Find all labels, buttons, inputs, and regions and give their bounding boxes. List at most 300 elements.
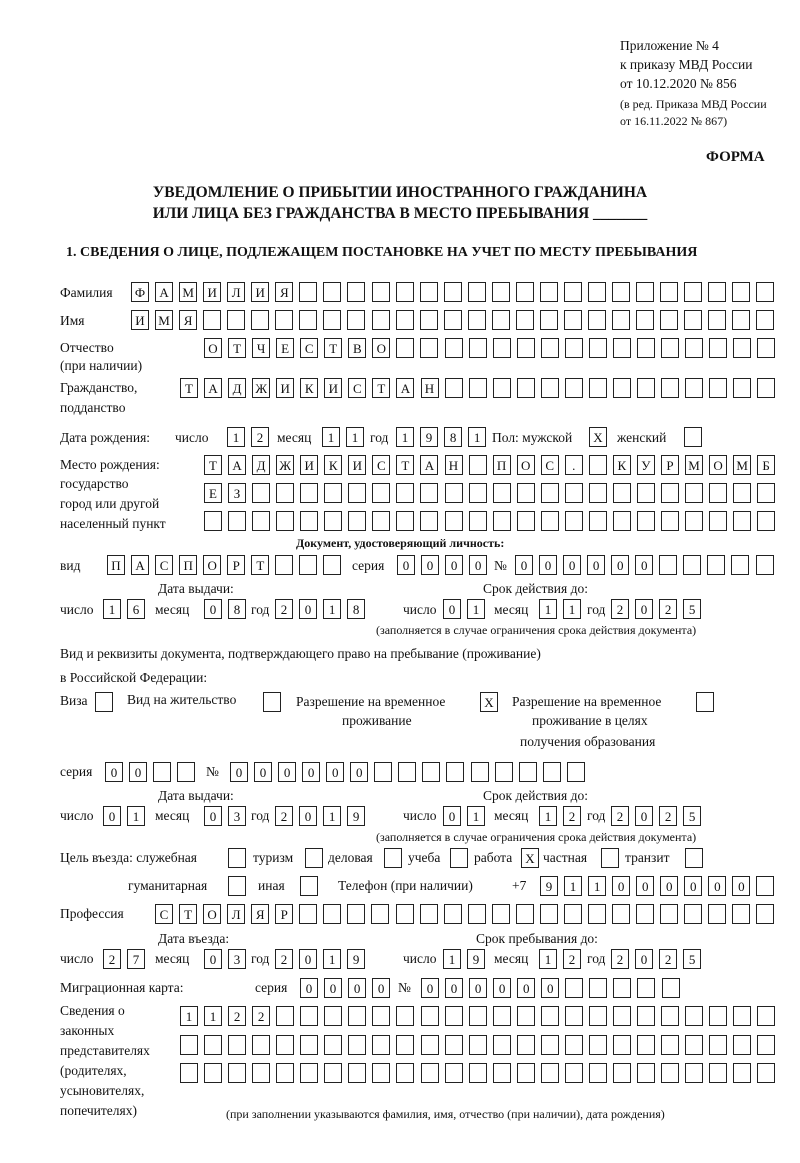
representatives-field-2-cell[interactable]: [324, 1035, 342, 1055]
patronymic-field-cell[interactable]: Ч: [252, 338, 270, 358]
id-issue-year-cell[interactable]: 8: [347, 599, 365, 619]
representatives-field-2-cell[interactable]: [396, 1035, 414, 1055]
id-valid-year-cell[interactable]: 0: [635, 599, 653, 619]
id-series-field-cell[interactable]: 0: [421, 555, 439, 575]
birth-place-field-2-cell[interactable]: [661, 483, 679, 503]
profession-field-cell[interactable]: [371, 904, 389, 924]
citizenship-field-cell[interactable]: [709, 378, 727, 398]
right-doc-number-field-cell[interactable]: 0: [326, 762, 344, 782]
birth-place-field-1-cell[interactable]: С: [372, 455, 390, 475]
migration-card-number-cell[interactable]: [589, 978, 607, 998]
id-valid-day-cell[interactable]: 0: [443, 599, 461, 619]
profession-field-cell[interactable]: [660, 904, 678, 924]
birth-place-field-1-cell[interactable]: Б: [757, 455, 775, 475]
birth-place-field-1-cell[interactable]: [589, 455, 607, 475]
migration-card-number-cell[interactable]: [613, 978, 631, 998]
right-doc-number-field-cell[interactable]: [374, 762, 392, 782]
surname-field-cell[interactable]: [468, 282, 486, 302]
representatives-field-2-cell[interactable]: [541, 1035, 559, 1055]
birth-year-field-cell[interactable]: 1: [468, 427, 486, 447]
representatives-field-3-cell[interactable]: [685, 1063, 703, 1083]
right-doc-issue-year-cell[interactable]: 2: [275, 806, 293, 826]
citizenship-field-cell[interactable]: [661, 378, 679, 398]
name-field-cell[interactable]: [468, 310, 486, 330]
representatives-field-2-cell[interactable]: [421, 1035, 439, 1055]
birth-place-field-1-cell[interactable]: Т: [204, 455, 222, 475]
patronymic-field-cell[interactable]: [517, 338, 535, 358]
birth-place-field-1-cell[interactable]: М: [685, 455, 703, 475]
entry-day-cell[interactable]: 7: [127, 949, 145, 969]
citizenship-field-cell[interactable]: [613, 378, 631, 398]
patronymic-field-cell[interactable]: [396, 338, 414, 358]
representatives-field-3-cell[interactable]: [372, 1063, 390, 1083]
id-number-field-cell[interactable]: 0: [635, 555, 653, 575]
purpose-work-checkbox[interactable]: X: [521, 848, 539, 868]
surname-field-cell[interactable]: [612, 282, 630, 302]
representatives-field-1-cell[interactable]: [300, 1006, 318, 1026]
profession-field-cell[interactable]: Я: [251, 904, 269, 924]
id-number-field-cell[interactable]: 0: [563, 555, 581, 575]
phone-field-cell[interactable]: 1: [564, 876, 582, 896]
name-field-cell[interactable]: [636, 310, 654, 330]
birth-place-field-1-cell[interactable]: Д: [252, 455, 270, 475]
patronymic-field-cell[interactable]: [709, 338, 727, 358]
representatives-field-3-cell[interactable]: [445, 1063, 463, 1083]
profession-field-cell[interactable]: [396, 904, 414, 924]
surname-field-cell[interactable]: [636, 282, 654, 302]
citizenship-field-cell[interactable]: И: [276, 378, 294, 398]
surname-field-cell[interactable]: [347, 282, 365, 302]
birth-place-field-3-cell[interactable]: [709, 511, 727, 531]
representatives-field-2-cell[interactable]: [733, 1035, 751, 1055]
representatives-field-3-cell[interactable]: [324, 1063, 342, 1083]
profession-field-cell[interactable]: С: [155, 904, 173, 924]
representatives-field-3-cell[interactable]: [180, 1063, 198, 1083]
right-doc-number-field-cell[interactable]: [471, 762, 489, 782]
representatives-field-1-cell[interactable]: 1: [180, 1006, 198, 1026]
entry-month-cell[interactable]: 3: [228, 949, 246, 969]
residence-permit-checkbox[interactable]: [263, 692, 281, 712]
surname-field-cell[interactable]: А: [155, 282, 173, 302]
name-field-cell[interactable]: М: [155, 310, 173, 330]
citizenship-field-cell[interactable]: [565, 378, 583, 398]
birth-month-field-cell[interactable]: 1: [346, 427, 364, 447]
representatives-field-2-cell[interactable]: [348, 1035, 366, 1055]
birth-place-field-3-cell[interactable]: [396, 511, 414, 531]
representatives-field-2-cell[interactable]: [637, 1035, 655, 1055]
right-doc-number-field-cell[interactable]: 0: [302, 762, 320, 782]
right-doc-number-field-cell[interactable]: [519, 762, 537, 782]
citizenship-field-cell[interactable]: [757, 378, 775, 398]
sex-female-checkbox[interactable]: [684, 427, 702, 447]
right-doc-issue-year-cell[interactable]: 9: [347, 806, 365, 826]
surname-field-cell[interactable]: [708, 282, 726, 302]
birth-year-field-cell[interactable]: 8: [444, 427, 462, 447]
citizenship-field-cell[interactable]: [517, 378, 535, 398]
id-number-field-cell[interactable]: 0: [515, 555, 533, 575]
name-field-cell[interactable]: И: [131, 310, 149, 330]
birth-place-field-3-cell[interactable]: [661, 511, 679, 531]
migration-card-number-cell[interactable]: 0: [517, 978, 535, 998]
surname-field-cell[interactable]: [323, 282, 341, 302]
representatives-field-1-cell[interactable]: [396, 1006, 414, 1026]
birth-place-field-2-cell[interactable]: [565, 483, 583, 503]
profession-field-cell[interactable]: [708, 904, 726, 924]
id-number-field-cell[interactable]: 0: [611, 555, 629, 575]
id-kind-field-cell[interactable]: Р: [227, 555, 245, 575]
birth-place-field-3-cell[interactable]: [493, 511, 511, 531]
name-field-cell[interactable]: [516, 310, 534, 330]
profession-field-cell[interactable]: Л: [227, 904, 245, 924]
profession-field-cell[interactable]: [323, 904, 341, 924]
representatives-field-2-cell[interactable]: [228, 1035, 246, 1055]
purpose-other-checkbox[interactable]: [300, 876, 318, 896]
profession-field-cell[interactable]: [732, 904, 750, 924]
name-field-cell[interactable]: [492, 310, 510, 330]
id-kind-field-cell[interactable]: [275, 555, 293, 575]
representatives-field-3-cell[interactable]: [733, 1063, 751, 1083]
citizenship-field-cell[interactable]: А: [204, 378, 222, 398]
birth-place-field-2-cell[interactable]: Е: [204, 483, 222, 503]
birth-place-field-3-cell[interactable]: [685, 511, 703, 531]
id-issue-month-cell[interactable]: 0: [204, 599, 222, 619]
birth-place-field-2-cell[interactable]: [517, 483, 535, 503]
profession-field-cell[interactable]: [468, 904, 486, 924]
id-number-field-cell[interactable]: [731, 555, 749, 575]
temporary-residence-education-checkbox[interactable]: [696, 692, 714, 712]
birth-place-field-2-cell[interactable]: [469, 483, 487, 503]
birth-place-field-1-cell[interactable]: С: [541, 455, 559, 475]
entry-month-cell[interactable]: 0: [204, 949, 222, 969]
representatives-field-3-cell[interactable]: [396, 1063, 414, 1083]
representatives-field-1-cell[interactable]: [445, 1006, 463, 1026]
birth-place-field-3-cell[interactable]: [204, 511, 222, 531]
patronymic-field-cell[interactable]: [589, 338, 607, 358]
id-kind-field-cell[interactable]: П: [107, 555, 125, 575]
purpose-official-checkbox[interactable]: [228, 848, 246, 868]
right-doc-number-field-cell[interactable]: 0: [230, 762, 248, 782]
profession-field-cell[interactable]: Р: [275, 904, 293, 924]
surname-field-cell[interactable]: [588, 282, 606, 302]
id-issue-year-cell[interactable]: 2: [275, 599, 293, 619]
right-doc-valid-month-cell[interactable]: 2: [563, 806, 581, 826]
representatives-field-1-cell[interactable]: [276, 1006, 294, 1026]
representatives-field-3-cell[interactable]: [613, 1063, 631, 1083]
surname-field-cell[interactable]: [492, 282, 510, 302]
birth-place-field-3-cell[interactable]: [324, 511, 342, 531]
stay-day-cell[interactable]: 9: [467, 949, 485, 969]
representatives-field-1-cell[interactable]: [733, 1006, 751, 1026]
purpose-tourism-checkbox[interactable]: [305, 848, 323, 868]
right-doc-issue-month-cell[interactable]: 0: [204, 806, 222, 826]
birth-place-field-1-cell[interactable]: У: [637, 455, 655, 475]
migration-card-series-cell[interactable]: 0: [372, 978, 390, 998]
stay-year-cell[interactable]: 5: [683, 949, 701, 969]
birth-year-field-cell[interactable]: 1: [396, 427, 414, 447]
citizenship-field-cell[interactable]: [493, 378, 511, 398]
sex-male-checkbox[interactable]: X: [589, 427, 607, 447]
phone-field-cell[interactable]: 0: [660, 876, 678, 896]
representatives-field-1-cell[interactable]: [469, 1006, 487, 1026]
right-doc-number-field-cell[interactable]: [567, 762, 585, 782]
representatives-field-1-cell[interactable]: [589, 1006, 607, 1026]
name-field-cell[interactable]: [756, 310, 774, 330]
name-field-cell[interactable]: [372, 310, 390, 330]
birth-place-field-1-cell[interactable]: О: [517, 455, 535, 475]
representatives-field-3-cell[interactable]: [300, 1063, 318, 1083]
id-kind-field-cell[interactable]: Т: [251, 555, 269, 575]
representatives-field-2-cell[interactable]: [517, 1035, 535, 1055]
entry-year-cell[interactable]: 9: [347, 949, 365, 969]
migration-card-number-cell[interactable]: [637, 978, 655, 998]
phone-field-cell[interactable]: 1: [588, 876, 606, 896]
representatives-field-1-cell[interactable]: [493, 1006, 511, 1026]
right-doc-valid-month-cell[interactable]: 1: [539, 806, 557, 826]
birth-place-field-2-cell[interactable]: [300, 483, 318, 503]
birth-place-field-1-cell[interactable]: П: [493, 455, 511, 475]
birth-place-field-3-cell[interactable]: [517, 511, 535, 531]
citizenship-field-cell[interactable]: [445, 378, 463, 398]
representatives-field-1-cell[interactable]: [517, 1006, 535, 1026]
purpose-humanitarian-checkbox[interactable]: [228, 876, 246, 896]
citizenship-field-cell[interactable]: [733, 378, 751, 398]
birth-place-field-1-cell[interactable]: К: [613, 455, 631, 475]
surname-field-cell[interactable]: [660, 282, 678, 302]
id-valid-month-cell[interactable]: 1: [539, 599, 557, 619]
right-doc-valid-day-cell[interactable]: 1: [467, 806, 485, 826]
id-issue-year-cell[interactable]: 1: [323, 599, 341, 619]
birth-place-field-3-cell[interactable]: [565, 511, 583, 531]
profession-field-cell[interactable]: [347, 904, 365, 924]
phone-field-cell[interactable]: 0: [684, 876, 702, 896]
surname-field-cell[interactable]: [299, 282, 317, 302]
birth-place-field-1-cell[interactable]: О: [709, 455, 727, 475]
name-field-cell[interactable]: [540, 310, 558, 330]
name-field-cell[interactable]: [299, 310, 317, 330]
patronymic-field-cell[interactable]: С: [300, 338, 318, 358]
profession-field-cell[interactable]: [588, 904, 606, 924]
representatives-field-3-cell[interactable]: [348, 1063, 366, 1083]
birth-place-field-2-cell[interactable]: [372, 483, 390, 503]
surname-field-cell[interactable]: [396, 282, 414, 302]
representatives-field-3-cell[interactable]: [204, 1063, 222, 1083]
migration-card-series-cell[interactable]: 0: [300, 978, 318, 998]
profession-field-cell[interactable]: [420, 904, 438, 924]
stay-year-cell[interactable]: 2: [611, 949, 629, 969]
name-field-cell[interactable]: Я: [179, 310, 197, 330]
temporary-residence-checkbox[interactable]: X: [480, 692, 498, 712]
profession-field-cell[interactable]: О: [203, 904, 221, 924]
birth-place-field-3-cell[interactable]: [372, 511, 390, 531]
citizenship-field-cell[interactable]: [637, 378, 655, 398]
representatives-field-2-cell[interactable]: [204, 1035, 222, 1055]
entry-year-cell[interactable]: 2: [275, 949, 293, 969]
patronymic-field-cell[interactable]: [613, 338, 631, 358]
surname-field-cell[interactable]: Ф: [131, 282, 149, 302]
representatives-field-2-cell[interactable]: [469, 1035, 487, 1055]
birth-place-field-3-cell[interactable]: [420, 511, 438, 531]
purpose-private-checkbox[interactable]: [601, 848, 619, 868]
purpose-transit-checkbox[interactable]: [685, 848, 703, 868]
surname-field-cell[interactable]: И: [251, 282, 269, 302]
profession-field-cell[interactable]: [636, 904, 654, 924]
name-field-cell[interactable]: [203, 310, 221, 330]
phone-field-cell[interactable]: 0: [636, 876, 654, 896]
visa-checkbox[interactable]: [95, 692, 113, 712]
birth-place-field-2-cell[interactable]: [685, 483, 703, 503]
phone-field-cell[interactable]: 0: [708, 876, 726, 896]
representatives-field-3-cell[interactable]: [252, 1063, 270, 1083]
representatives-field-1-cell[interactable]: [709, 1006, 727, 1026]
birth-place-field-2-cell[interactable]: [733, 483, 751, 503]
representatives-field-3-cell[interactable]: [493, 1063, 511, 1083]
name-field-cell[interactable]: [612, 310, 630, 330]
birth-place-field-2-cell[interactable]: [420, 483, 438, 503]
citizenship-field-cell[interactable]: С: [348, 378, 366, 398]
birth-place-field-3-cell[interactable]: [300, 511, 318, 531]
surname-field-cell[interactable]: [420, 282, 438, 302]
birth-place-field-1-cell[interactable]: [469, 455, 487, 475]
id-issue-day-cell[interactable]: 1: [103, 599, 121, 619]
citizenship-field-cell[interactable]: Т: [372, 378, 390, 398]
stay-month-cell[interactable]: 2: [563, 949, 581, 969]
stay-year-cell[interactable]: 2: [659, 949, 677, 969]
name-field-cell[interactable]: [564, 310, 582, 330]
right-doc-series-field-cell[interactable]: 0: [105, 762, 123, 782]
representatives-field-2-cell[interactable]: [180, 1035, 198, 1055]
phone-field-cell[interactable]: 0: [612, 876, 630, 896]
right-doc-issue-month-cell[interactable]: 3: [228, 806, 246, 826]
representatives-field-2-cell[interactable]: [300, 1035, 318, 1055]
id-valid-year-cell[interactable]: 2: [611, 599, 629, 619]
birth-place-field-3-cell[interactable]: [541, 511, 559, 531]
surname-field-cell[interactable]: М: [179, 282, 197, 302]
migration-card-number-cell[interactable]: [662, 978, 680, 998]
surname-field-cell[interactable]: [516, 282, 534, 302]
representatives-field-3-cell[interactable]: [709, 1063, 727, 1083]
birth-place-field-2-cell[interactable]: [445, 483, 463, 503]
surname-field-cell[interactable]: [756, 282, 774, 302]
id-valid-day-cell[interactable]: 1: [467, 599, 485, 619]
birth-place-field-3-cell[interactable]: [733, 511, 751, 531]
surname-field-cell[interactable]: [684, 282, 702, 302]
profession-field-cell[interactable]: Т: [179, 904, 197, 924]
representatives-field-1-cell[interactable]: [757, 1006, 775, 1026]
patronymic-field-cell[interactable]: [637, 338, 655, 358]
id-issue-month-cell[interactable]: 8: [228, 599, 246, 619]
birth-place-field-1-cell[interactable]: Р: [661, 455, 679, 475]
representatives-field-1-cell[interactable]: [372, 1006, 390, 1026]
representatives-field-2-cell[interactable]: [685, 1035, 703, 1055]
patronymic-field-cell[interactable]: О: [372, 338, 390, 358]
birth-place-field-1-cell[interactable]: .: [565, 455, 583, 475]
name-field-cell[interactable]: [251, 310, 269, 330]
citizenship-field-cell[interactable]: [469, 378, 487, 398]
profession-field-cell[interactable]: [516, 904, 534, 924]
right-doc-number-field-cell[interactable]: [543, 762, 561, 782]
surname-field-cell[interactable]: [444, 282, 462, 302]
representatives-field-3-cell[interactable]: [228, 1063, 246, 1083]
id-valid-year-cell[interactable]: 5: [683, 599, 701, 619]
right-doc-series-field-cell[interactable]: [177, 762, 195, 782]
surname-field-cell[interactable]: [372, 282, 390, 302]
representatives-field-1-cell[interactable]: [541, 1006, 559, 1026]
migration-card-number-cell[interactable]: 0: [421, 978, 439, 998]
representatives-field-2-cell[interactable]: [661, 1035, 679, 1055]
representatives-field-1-cell[interactable]: [613, 1006, 631, 1026]
citizenship-field-cell[interactable]: Д: [228, 378, 246, 398]
patronymic-field-cell[interactable]: [685, 338, 703, 358]
representatives-field-1-cell[interactable]: [348, 1006, 366, 1026]
migration-card-series-cell[interactable]: 0: [348, 978, 366, 998]
right-doc-series-field-cell[interactable]: [153, 762, 171, 782]
representatives-field-2-cell[interactable]: [613, 1035, 631, 1055]
birth-place-field-2-cell[interactable]: [757, 483, 775, 503]
patronymic-field-cell[interactable]: [757, 338, 775, 358]
representatives-field-1-cell[interactable]: [637, 1006, 655, 1026]
surname-field-cell[interactable]: [564, 282, 582, 302]
representatives-field-3-cell[interactable]: [541, 1063, 559, 1083]
representatives-field-3-cell[interactable]: [276, 1063, 294, 1083]
surname-field-cell[interactable]: [540, 282, 558, 302]
right-doc-number-field-cell[interactable]: [446, 762, 464, 782]
right-doc-series-field-cell[interactable]: 0: [129, 762, 147, 782]
id-series-field-cell[interactable]: 0: [469, 555, 487, 575]
name-field-cell[interactable]: [708, 310, 726, 330]
right-doc-number-field-cell[interactable]: [422, 762, 440, 782]
representatives-field-2-cell[interactable]: [493, 1035, 511, 1055]
patronymic-field-cell[interactable]: Е: [276, 338, 294, 358]
representatives-field-3-cell[interactable]: [637, 1063, 655, 1083]
id-issue-year-cell[interactable]: 0: [299, 599, 317, 619]
patronymic-field-cell[interactable]: Т: [228, 338, 246, 358]
birth-place-field-3-cell[interactable]: [757, 511, 775, 531]
migration-card-number-cell[interactable]: 0: [469, 978, 487, 998]
patronymic-field-cell[interactable]: [733, 338, 751, 358]
profession-field-cell[interactable]: [492, 904, 510, 924]
name-field-cell[interactable]: [660, 310, 678, 330]
phone-field-cell[interactable]: 0: [732, 876, 750, 896]
id-kind-field-cell[interactable]: [299, 555, 317, 575]
representatives-field-1-cell[interactable]: 2: [228, 1006, 246, 1026]
id-kind-field-cell[interactable]: П: [179, 555, 197, 575]
birth-place-field-3-cell[interactable]: [252, 511, 270, 531]
name-field-cell[interactable]: [732, 310, 750, 330]
migration-card-number-cell[interactable]: 0: [493, 978, 511, 998]
representatives-field-1-cell[interactable]: [421, 1006, 439, 1026]
profession-field-cell[interactable]: [756, 904, 774, 924]
id-number-field-cell[interactable]: [659, 555, 677, 575]
birth-place-field-1-cell[interactable]: А: [420, 455, 438, 475]
birth-place-field-2-cell[interactable]: [613, 483, 631, 503]
migration-card-series-cell[interactable]: 0: [324, 978, 342, 998]
right-doc-issue-year-cell[interactable]: 0: [299, 806, 317, 826]
citizenship-field-cell[interactable]: [541, 378, 559, 398]
patronymic-field-cell[interactable]: Т: [324, 338, 342, 358]
right-doc-number-field-cell[interactable]: 0: [350, 762, 368, 782]
representatives-field-3-cell[interactable]: [757, 1063, 775, 1083]
birth-place-field-2-cell[interactable]: [276, 483, 294, 503]
birth-place-field-3-cell[interactable]: [276, 511, 294, 531]
right-doc-issue-year-cell[interactable]: 1: [323, 806, 341, 826]
representatives-field-1-cell[interactable]: [324, 1006, 342, 1026]
representatives-field-1-cell[interactable]: [685, 1006, 703, 1026]
representatives-field-2-cell[interactable]: [445, 1035, 463, 1055]
right-doc-valid-year-cell[interactable]: 2: [659, 806, 677, 826]
patronymic-field-cell[interactable]: [541, 338, 559, 358]
id-valid-year-cell[interactable]: 2: [659, 599, 677, 619]
citizenship-field-cell[interactable]: Т: [180, 378, 198, 398]
